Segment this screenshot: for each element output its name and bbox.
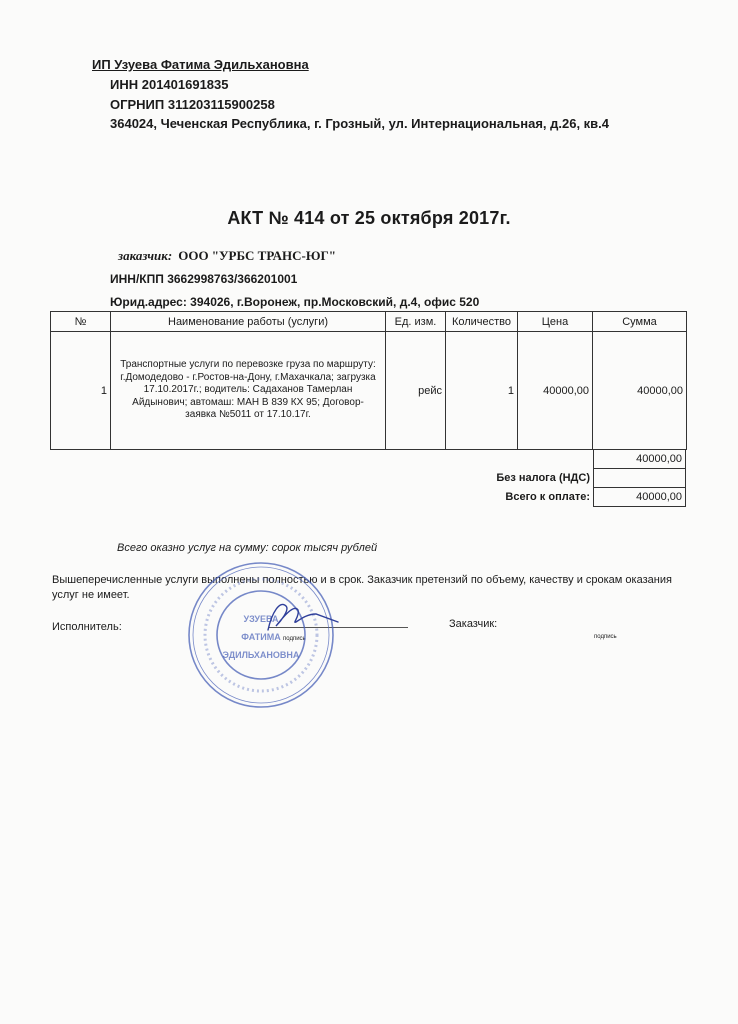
customer-signature-hint: подпись bbox=[594, 634, 617, 640]
row-quantity: 1 bbox=[446, 332, 518, 450]
total-value: 40000,00 bbox=[594, 488, 686, 507]
seller-name: ИП Узуева Фатима Эдильхановна bbox=[92, 57, 309, 72]
services-table bbox=[50, 311, 687, 450]
row-sum: 40000,00 bbox=[593, 332, 687, 450]
customer-signature-label: Заказчик: bbox=[449, 618, 498, 630]
col-header-quantity: Количество bbox=[446, 312, 518, 332]
stamp-text-2: ФАТИМА bbox=[241, 632, 281, 642]
totals-table bbox=[350, 449, 686, 507]
subtotal-row bbox=[350, 450, 686, 469]
total-label: Всего к оплате: bbox=[505, 491, 590, 503]
executor-label: Исполнитель: bbox=[52, 621, 122, 633]
seller-address: 364024, Чеченская Республика, г. Грозный, ул. Интернациональная, д.26, кв.4 bbox=[110, 116, 610, 131]
executor-signature bbox=[250, 592, 340, 637]
stamp-text-3: ЭДИЛЬХАНОВНА bbox=[222, 650, 300, 660]
col-header-description: Наименование работы (услуги) bbox=[111, 312, 386, 332]
customer-inn-kpp: ИНН/КПП 3662998763/366201001 bbox=[110, 272, 298, 286]
row-price: 40000,00 bbox=[518, 332, 593, 450]
col-header-unit: Ед. изм. bbox=[386, 312, 446, 332]
customer-name: ООО "УРБС ТРАНС-ЮГ" bbox=[178, 248, 336, 263]
row-unit: рейс bbox=[386, 332, 446, 450]
seller-inn: ИНН 201401691835 bbox=[110, 77, 229, 92]
subtotal-value: 40000,00 bbox=[594, 450, 686, 469]
row-description: Транспортные услуги по перевозке груза по маршруту: г.Домодедово - г.Ростов-на-Дону, г.Махачкала; загрузка 17.10.2017г.; водитель: Садаханов Тамерлан Айдынович; автомаш: МАН В 839 КХ 95; Договор-заявка №5011 от 17.10.17г. bbox=[111, 332, 386, 450]
col-header-sum: Сумма bbox=[593, 312, 687, 332]
row-number: 1 bbox=[51, 332, 111, 450]
table-header-row bbox=[51, 312, 687, 332]
table-row bbox=[51, 332, 687, 450]
col-header-number: № bbox=[51, 312, 111, 332]
total-row bbox=[350, 488, 686, 507]
seller-ogrnip: ОГРНИП 311203115900258 bbox=[110, 97, 275, 112]
customer-line bbox=[118, 248, 336, 264]
col-header-price: Цена bbox=[518, 312, 593, 332]
document-title: АКТ № 414 от 25 октября 2017г. bbox=[227, 208, 511, 228]
completion-statement: Вышеперечисленные услуги выполнены полностью и в срок. Заказчик претензий по объему, качеству и срокам оказания услуг не имеет. bbox=[52, 574, 672, 601]
customer-label: заказчик: bbox=[118, 248, 173, 263]
subtotal-label bbox=[350, 450, 594, 469]
customer-legal-address: Юрид.адрес: 394026, г.Воронеж, пр.Московский, д.4, офис 520 bbox=[110, 295, 480, 309]
vat-label: Без налога (НДС) bbox=[496, 472, 590, 484]
stamp-text-1: УЗУЕВА bbox=[243, 614, 279, 624]
sum-in-words: Всего оказно услуг на сумму: сорок тысяч рублей bbox=[117, 542, 378, 554]
executor-signature-hint: подпись bbox=[283, 636, 306, 642]
vat-value bbox=[594, 469, 686, 488]
vat-row bbox=[350, 469, 686, 488]
